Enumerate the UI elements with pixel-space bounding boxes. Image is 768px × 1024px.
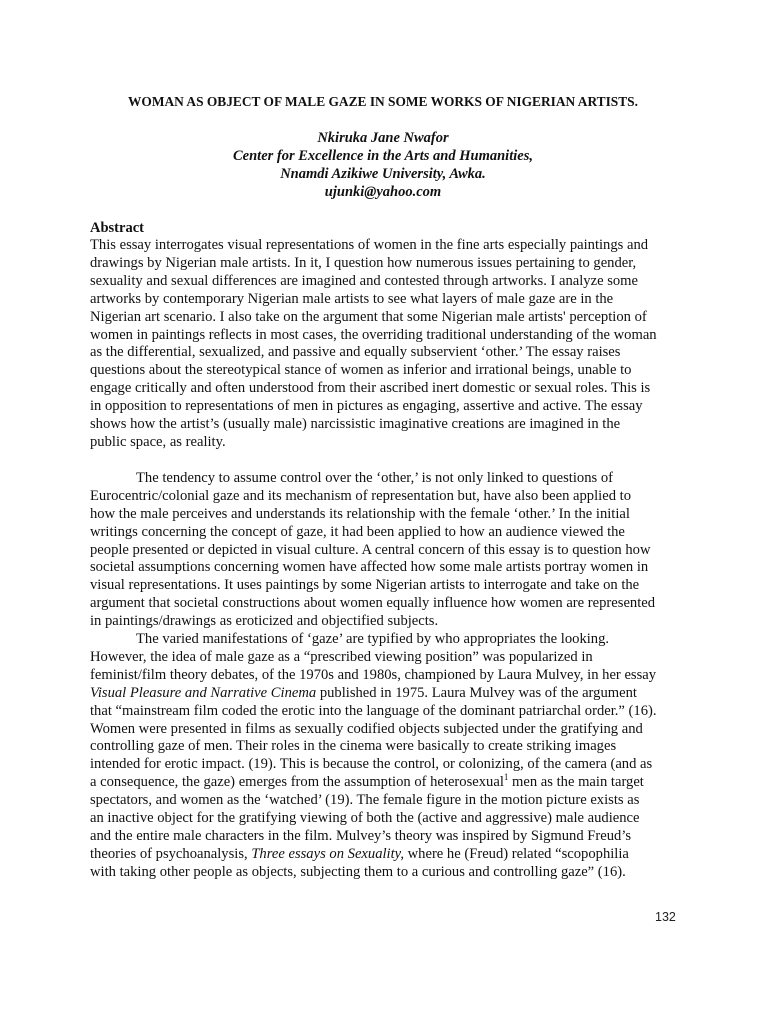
abstract-heading: Abstract — [90, 220, 144, 236]
body-text: published in 1975. Laura Mulvey was of the argument — [316, 684, 637, 701]
author-affiliation-2: Nnamdi Azikiwe University, Awka. — [280, 166, 486, 182]
body-line: The tendency to assume control over the ‘other,’ is not only linked to questions of — [136, 469, 613, 486]
author-email: ujunki@yahoo.com — [324, 184, 442, 200]
abstract-line: This essay interrogates visual representations of women in the fine arts especially paintings and — [90, 237, 649, 253]
abstract-line: in opposition to representations of men in pictures as engaging, assertive and active. The essay — [90, 398, 643, 415]
abstract-line: public space, as reality. — [90, 433, 226, 450]
body-line: how the male perceives and understands its relationship with the female ‘other.’ In the initial — [90, 505, 630, 522]
body-line: argument that societal constructions about women equally influence how women are represented — [90, 595, 656, 612]
abstract-line: as the differential, sexualized, and passive and equally subservient ‘other.’ The essay raises — [90, 344, 621, 361]
body-line — [90, 685, 676, 703]
body-line — [90, 846, 676, 864]
body-text: where he (Freud) related “scopophilia — [403, 845, 629, 862]
body-line: people presented or depicted in visual culture. A central concern of this essay is to question how — [90, 541, 651, 558]
body-paragraph-1 — [90, 470, 676, 631]
body-line: controlling gaze of men. Their roles in the cinema were basically to create striking images — [90, 738, 617, 755]
body-text: a consequence, the gaze) emerges from the assumption of heterosexual — [90, 774, 504, 791]
body-line: spectators, and women as the ‘watched’ (19). The female figure in the motion picture exists as — [90, 792, 640, 809]
abstract-line: artworks by contemporary Nigerian male artists to see what layers of male gaze are in the — [90, 290, 614, 307]
body-line: feminist/film theory debates, of the 1970s and 1980s, championed by Laura Mulvey, in her essay — [90, 666, 657, 683]
body-paragraph-2 — [90, 631, 676, 882]
body-line: and the entire male characters in the film. Mulvey’s theory was inspired by Sigmund Freud’s — [90, 828, 632, 844]
body-line: Women were presented in films as sexually codified objects subjected under the gratifying and — [90, 720, 643, 737]
paper-page — [90, 93, 676, 882]
body-line: that “mainstream film coded the erotic into the language of the dominant patriarchal order.” (16). — [90, 702, 657, 719]
footnote-marker[interactable]: 1 — [503, 772, 509, 783]
body-line: Eurocentric/colonial gaze and its mechanism of representation but, have also been applied to — [90, 487, 631, 504]
abstract-line: shows how the artist’s (usually male) narcissistic imaginative creations are imagined in the — [90, 416, 621, 433]
abstract-text — [90, 237, 676, 452]
body-line: an inactive object for the gratifying viewing of both the (active and aggressive) male audience — [90, 810, 640, 827]
abstract-line: women in paintings reflects in most cases, the overriding traditional understanding of the woman — [90, 326, 657, 343]
abstract-line: sexuality and sexual differences are imagined and contested through artworks. I analyze some — [90, 272, 639, 289]
body-text: men as the main target — [508, 774, 644, 791]
body-text: theories of psychoanalysis, — [90, 845, 252, 862]
author-block — [90, 129, 676, 201]
paper-title: WOMAN AS OBJECT OF MALE GAZE IN SOME WORKS OF NIGERIAN ARTISTS. — [128, 94, 638, 109]
page-number: 132 — [655, 910, 676, 924]
body-line: intended for erotic impact. (19). This is because the control, or colonizing, of the camera (and as — [90, 756, 653, 773]
body-line: visual representations. It uses paintings by some Nigerian artists to interrogate and take on the — [90, 577, 640, 594]
abstract-line: Nigerian art scenario. I also take on the argument that some Nigerian male artists' perception of — [90, 308, 647, 325]
author-affiliation-1: Center for Excellence in the Arts and Humanities, — [233, 148, 533, 164]
abstract-line: questions about the stereotypical stance of women as inferior and irrational beings, unable to — [90, 362, 632, 379]
body-line: societal assumptions concerning women have affected how some male artists portray women in — [90, 559, 649, 576]
body-line: writings concerning the concept of gaze, it had been applied to how an audience viewed the — [90, 523, 625, 540]
abstract-line: drawings by Nigerian male artists. In it, I question how numerous issues pertaining to gender, — [90, 254, 637, 271]
body-line: The varied manifestations of ‘gaze’ are typified by who appropriates the looking. — [136, 631, 610, 648]
cited-work-title: Visual Pleasure and Narrative Cinema — [90, 684, 317, 701]
author-name: Nkiruka Jane Nwafor — [317, 130, 449, 146]
cited-work-title: Three essays on Sexuality, — [251, 845, 404, 862]
body-line: However, the idea of male gaze as a “prescribed viewing position” was popularized in — [90, 648, 593, 665]
body-line — [90, 774, 676, 792]
body-line: with taking other people as objects, subjecting them to a curious and controlling gaze” (16). — [90, 863, 626, 880]
abstract-line: engage critically and often understood from their ascribed inert domestic or sexual roles. This is — [90, 380, 651, 397]
body-line: in paintings/drawings as eroticized and objectified subjects. — [90, 613, 439, 630]
